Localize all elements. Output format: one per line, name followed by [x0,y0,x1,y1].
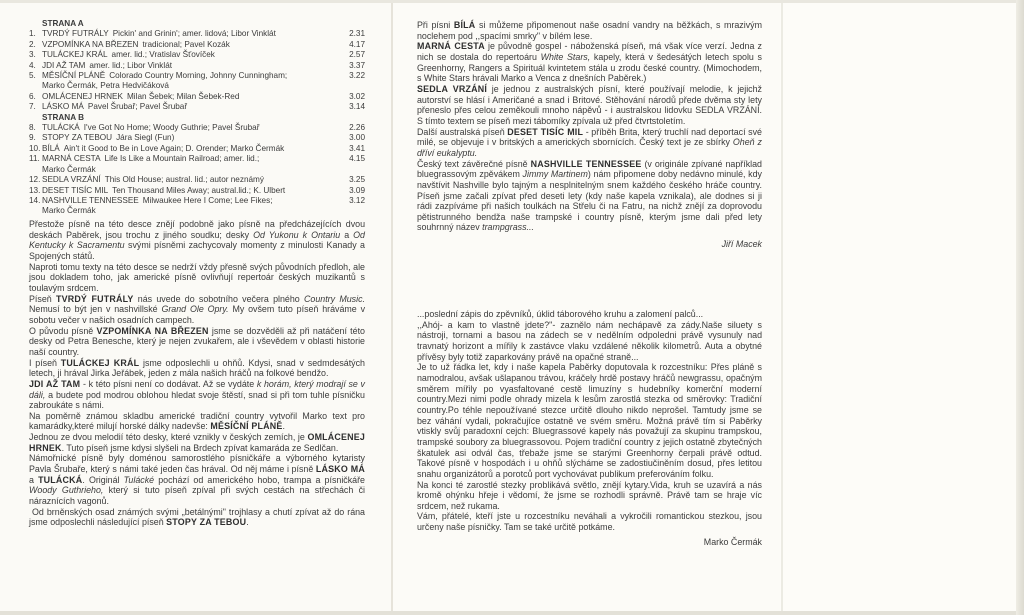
track-number: 3. [29,50,36,60]
track-details [42,133,335,143]
text-run: - příběh Brita, který truchlí nad deportací své milé, se objevuje i v britských a amerických sbornících. Český text je ze sbírky [417,126,762,148]
italic-text: Od Yukonu k Ontariu [253,229,341,240]
text-run: . Originál [82,474,124,485]
track-title: TULÁCKEJ KRÁL [42,50,108,60]
paragraph [29,219,365,262]
track-details [42,61,335,71]
text-run: nás uvede do sobotního večera plného [133,293,304,304]
track-credits: Milan Šebek; Milan Šebek-Red [126,91,240,101]
track-credits: I've Got No Home; Woody Guthrie; Pavel Šrubař [83,123,260,133]
italic-text: trampgrass... [482,222,534,233]
track-credits: Ten Thousand Miles Away; austral.lid.; K. Ulbert [112,185,286,195]
track-credits-continued: Marko Čermák [42,164,96,174]
track-number: 6. [29,91,36,101]
track-row [29,196,365,217]
track-details [42,102,335,112]
text-run: O původu písně [29,325,97,336]
text-run: jsme odposlechli u ohňů. Kdysi, snad v sedmdesátých letech, ji hrával Jirka Jeřábek, jeden z mála našich hráčů na folkové bendžo. [29,357,365,379]
text-run: - k této písni není co dodávat. Až se vydáte [80,378,257,389]
track-duration: 3.37 [349,60,365,70]
track-number: 14. [29,195,41,205]
track-title: SEDLA VRZÁNÍ [42,175,101,185]
text-run: Další australská píseň [417,126,508,137]
paragraph [29,507,365,528]
text-run: Od brněnských osad známých svými „betálnými" trojhlasy a chutí zpívat až do rána jsme odposlechli následující píseň [29,506,365,528]
italic-text: Country Music. [304,293,365,304]
track-credits: Colorado Country Morning, Johnny Cunningham; [109,71,288,81]
song-title-bold: MĚSÍČNÍ PLÁNĚ [210,421,283,432]
text-run: Nemusí to být jen v nashvillské [29,304,162,315]
track-duration: 4.15 [349,154,365,164]
song-title-bold: DESET TISÍC MIL [507,126,584,137]
song-title-bold: TULÁCKEJ KRÁL [60,357,140,368]
text-run: . [246,517,249,528]
track-title: OMLÁCENEJ HRNEK [42,91,123,101]
song-title-bold: VZPOMÍNKA NA BŘEZEN [96,325,209,336]
italic-text: Od Kentucky k Sacramentu [29,229,365,251]
track-details [42,144,335,154]
text-run: Při písni [417,20,454,30]
paper-edge-top [0,0,1024,3]
paragraph [417,84,762,127]
text-run: pochází od amerického hobo, trampa a písničkáře [154,474,365,485]
text-run: Námořnické písně byly doménou samorostlého písničkáře a výborného kytaristy Pavla Šrubaře, který s námi také jeden čas hrával. Od něj máme i písně [29,453,365,475]
text-run: a budete pod modrou oblohou hledat svoje štěstí, snad si při tom tuhle písničku zabroukáte s námi. [29,389,365,411]
track-row [29,133,365,143]
text-run: svými písněmi zachycovaly momenty z minulosti Kanady a Spojených států. [29,240,365,261]
text-run: ) nám připomene doby nedávno minulé, kdy navštívit Nashville bylo tajným a nesplnitelným snem každého českého hráče country. Píseň jsme začali zpívat před deseti lety (kdy naše kapela vznikala), ale dodnes si ji rádi zazpíváme při našich toulkách na Střelu či na Fatru, na nichž znějí za doprovodu pětistrunného bendža naše trampské i country písně, kterým jsme dali před lety souhrnný název [417,169,762,233]
track-details [42,92,335,102]
track-title: JDI AŽ TAM [42,60,86,70]
liner-notes-body [417,309,762,533]
paragraph [417,480,762,512]
paragraph [417,511,762,532]
text-run: je jednou z australských písní, které používají melodie, k jejichž autorství se hlásí i Američané a snad i Britové. Stěhování národů přede dvěma sty lety přeneslo přes celou zeměkouli mnoho nápěvů - i australskou lidovku SEDLA VRZÁNÍ. S tímto textem se píseň mezi tábomíky zpívala už před čtvrtstoletím. [417,83,762,126]
track-credits-continued: Marko Čermák [42,206,96,216]
track-title: TULÁCKÁ [42,123,80,133]
text-run: který si tuto píseň zpíval při svých cestách na střechách či náraznících vagonů. [29,485,365,507]
track-credits: Jára Siegl (Fun) [116,133,175,143]
text-run: . [282,421,285,432]
paragraph [29,432,365,453]
track-title: BÍLÁ [42,143,60,153]
track-title: DESET TISÍC MIL [42,185,109,195]
track-credits: Pavel Šrubař; Pavel Šrubař [87,102,188,112]
song-title-bold: NASHVILLE TENNESSEE [530,158,642,169]
track-row [29,175,365,185]
liner-notes-left [29,219,365,528]
text-run: I píseň [29,357,61,368]
text-run: Vám, přátelé, kteří jste u rozcestníku neváhali a vykročili romantickou stezkou, jsou určeny naše písničky. Tam se také určitě potkáme. [417,511,762,533]
italic-text: Grand Ole Opry. [161,304,229,315]
paper-edge-right [1016,0,1024,615]
track-details [42,175,335,185]
track-details [42,40,335,50]
track-duration: 3.00 [349,133,365,143]
paragraph [29,379,365,411]
track-number: 7. [29,102,36,112]
song-title-bold: TVRDÝ FUTRÁLY [55,293,134,304]
paragraph [417,41,762,84]
track-duration: 2.31 [349,29,365,39]
song-title-bold: STOPY ZA TEBOU [166,517,247,528]
track-row [29,123,365,133]
track-row [29,40,365,50]
track-row [29,144,365,154]
track-number: 2. [29,39,36,49]
track-duration: 3.09 [349,185,365,195]
track-credits-continued: Marko Čermák, Petra Hedvičáková [42,81,169,91]
text-run: si můžeme připomenout naše osadní vandry na běžkách, s mrazivým noclehem pod ,,spacími smrky" v bílém lese. [417,20,762,41]
track-title: VZPOMÍNKA NA BŘEZEN [42,39,139,49]
text-run: a [340,229,354,240]
track-number: 8. [29,123,36,133]
song-title-bold: SEDLA VRZÁNÍ [417,83,487,94]
paper-edge-bottom [0,611,1024,615]
track-row [29,154,365,175]
track-number: 10. [29,143,41,153]
author-signature: Jiří Macek [721,239,762,250]
italic-text: White Stars, [540,51,591,62]
text-run: Je to už řádka let, kdy i naše kapela Paběrky doputovala k rozcestníku: Přes pláně s namodralou, avšak ušlapanou trávou, kráčely hrdě postavy hráčů newgrassu, opačným směrem mířily po vyasfaltované cestě limuzíny s hudebníky komerční moderní country.Mezi nimi podle ohrady mizela k lesům zarostlá stezka od směrovky: Tradiční country.Po téhle nepoužívané stezce určitě dlouho nikdo neprošel. Tamtudy jsme se bez váhání vydali, pokračujíce ostatně ve svém směru. Možná právě tím si Paběrky vtiskly svůj paradoxní cejch: Bluegrassové kapely nás považují za skupinu trampskou, trampské soubory za bluegrassovou. Pojem tradiční country z jejich ostatně zbytečných škatulek asi odvál čas, třebaže jsme se starými Greenhorny čerpali právě odtud. Takové písně v hospodách i u ohňů slýcháme se zadostiučiněním dosud, přes letitou snahu organizátorů a porotců port vychovávat publikum preferováním folku. [417,362,762,479]
booklet-panel-right-blank [780,0,1024,615]
track-row [29,102,365,112]
track-details [42,123,335,133]
track-duration: 3.22 [349,71,365,81]
text-run: . Tuto píseň jsme kdysi slyšeli na Brdech zpívat kamaráda ze Sedlčan. [61,442,339,453]
text-run: Český text závěrečné písně [417,158,531,169]
text-run: je původně gospel - náboženská píseň, má však více verzí. Jedna z nich se dostala do repertoáru [417,41,762,62]
track-details [42,186,335,196]
text-run: (v originále zpívané například bluegrassovým zpěvákem [417,158,762,180]
track-credits: amer. lid.; Vratislav Šťovíček [111,50,215,60]
track-details [42,154,335,175]
track-duration: 3.12 [349,195,365,205]
fold-line [391,0,393,615]
track-title: NASHVILLE TENNESSEE [42,195,139,205]
track-duration: 3.41 [349,143,365,153]
paragraph [417,309,762,320]
song-title-bold: MARNÁ CESTA [417,41,485,52]
text-run: ,,Ahój- a kam to vlastně jdete?"- zaznělo nám nechápavě za zády.Naše siluety s nástroji, tornami a basou na zádech se v nedělním odpoledni právě vysunuly nad travnatý horizont a mířily k zastávce vlaku vzdálené několik kilometrů. Auta a obytné přívěsy byly totiž zaparkovány právě na opačné straně... [417,319,762,362]
track-credits: amer. lid.; Libor Vinklát [89,60,173,70]
track-credits: Ain't it Good to Be in Love Again; D. Orender; Marko Čermák [63,143,285,153]
track-row [29,29,365,39]
track-duration: 3.02 [349,91,365,101]
text-run: Jednou ze dvou melodií této desky, které vznikly v českých zemích, je [29,432,308,443]
text-run: ...poslední zápis do zpěvníků, úklid táborového kruhu a zalomení palců... [417,309,704,319]
paragraph [417,159,762,234]
text-run: Píseň [29,293,56,304]
track-title: MARNÁ CESTA [42,154,101,164]
italic-text: Oheň z dříví eukalyptu. [417,137,762,158]
paragraph [29,358,365,379]
paragraph [29,326,365,358]
track-row [29,71,365,92]
paragraph [29,411,365,432]
side-b-heading: STRANA B [42,112,84,122]
author-signature: Marko Čermák [703,536,762,547]
track-number: 5. [29,71,36,81]
track-title: MĚSÍČNÍ PLÁNĚ [42,71,106,81]
track-duration: 4.17 [349,39,365,49]
track-row [29,50,365,60]
track-number: 12. [29,175,41,185]
track-credits: This Old House; austral. lid.; autor neznámý [104,175,264,185]
italic-text: Woody Guthrieho, [29,485,104,496]
text-run: Na poměrně známou skladbu americké tradiční country vytvořil Marko text pro kamarádky,které milují horské dálky nadevše: [29,410,365,432]
track-number: 13. [29,185,41,195]
song-title-bold: LÁSKO MÁ [315,464,365,475]
paragraph [417,320,762,363]
track-number: 11. [29,154,40,164]
text-run: Na konci té zarostlé stezky problikává světlo, znějí kytary.Vida, kruh se uzavírá a nás kromě ohýnku hřeje i vědomí, že jsme se rozhodli správně. Právě tam se hraje víc srdcem, než rukama. [417,479,762,511]
liner-notes-middle-top [417,20,762,250]
track-title: TVRDÝ FUTRÁLY [42,29,109,39]
track-details [42,196,335,217]
track-credits: Life Is Like a Mountain Railroad; amer. lid.; [104,154,260,164]
side-b-tracks [29,123,365,217]
text-run: Naproti tomu texty na této desce se nedrží vždy přesně svých původních předloh, ale jsou dokladem toho, jak americké písně ovlivňují repertoár českých muzikantů s toulavým srdcem. [29,261,365,293]
song-title-bold: BÍLÁ [453,20,476,30]
track-number: 4. [29,60,36,70]
track-duration: 3.25 [349,175,365,185]
track-row [29,61,365,71]
track-row [29,186,365,196]
text-run: a [29,474,39,485]
song-title-bold: TULÁCKÁ [38,474,83,485]
track-credits: tradicional; Pavel Kozák [142,39,230,49]
side-a-tracks [29,29,365,112]
paragraph [29,453,365,506]
track-title: STOPY ZA TEBOU [42,133,113,143]
paragraph [29,294,365,326]
song-title-bold: OMLÁCENEJ HRNEK [29,432,365,453]
track-duration: 3.14 [349,102,365,112]
paragraph [417,127,762,159]
track-details [42,29,335,39]
text-run: Přestože písně na této desce znějí podobně jako písně na předcházejících dvou deskách Paběrek, jsou trochu z jiného soudku; desky [29,219,365,240]
italic-text: k horám, který modrají se v dáli, [29,378,365,400]
text-run: kapely, která v šedesátých letech spolu s Greenhorny, Rangers a Spirituál kvintetem stála u zrodu české country. (Mimochodem, s White Stars hrávali Marko a Venca z dnešních Paběrek.) [417,51,762,84]
liner-notes-body [417,20,762,233]
song-title-bold: JDI AŽ TAM [29,378,81,389]
text-run: jsme se dozvěděli až při natáčení této desky od Petra Benesche, který je nejen zvukařem, ale i vševědem v oblasti historie naší country. [29,325,365,357]
side-a-heading: STRANA A [42,19,84,28]
fold-line [781,0,783,615]
track-number: 9. [29,133,36,143]
track-details [42,50,335,60]
track-credits: Pickin' and Grinin'; amer. lidová; Libor Vinklát [112,29,276,39]
track-row [29,92,365,102]
italic-text: Tulácké [123,474,155,485]
paragraph [417,20,762,41]
track-duration: 2.57 [349,50,365,60]
liner-notes-middle-bottom [417,309,762,547]
text-run: My ovšem tuto píseň hráváme v sobotu večer v našich osadních campech. [29,304,366,325]
track-credits: Milwaukee Here I Come; Lee Fikes; [142,195,273,205]
track-duration: 2.26 [349,123,365,133]
italic-text: Jimmy Martinem [522,169,588,180]
paragraph [29,262,365,294]
track-title: LÁSKO MÁ [42,102,84,112]
paragraph [417,362,762,479]
track-details [42,71,335,92]
tracklist [29,19,365,217]
track-number: 1. [29,29,36,39]
